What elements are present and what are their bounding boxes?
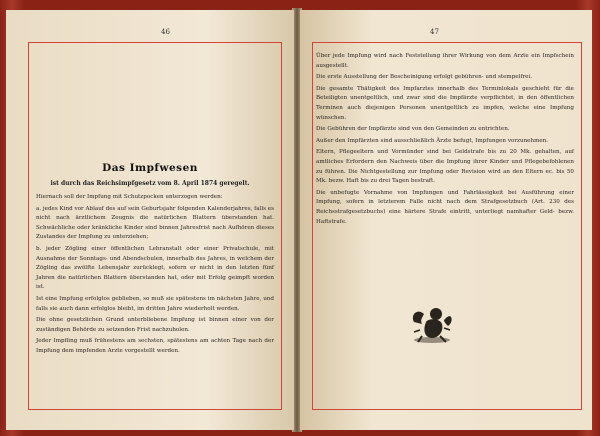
left-page: [6, 10, 294, 430]
page-subtitle: ist durch das Reichsimpfgesetz vom 8. April 1874 geregelt.: [50, 180, 250, 187]
page-title: Das Impfwesen: [102, 162, 198, 174]
paragraph: b. jeder Zögling einer öffentlichen Lehranstalt oder einer Privatschule, mit Ausnahme der Sonntags- und Abendschulen, innerhalb des Jahres, in welchem der Zögling das zwölfte Lebensjahr zurücklegt, sofern er nicht in den letzten fünf Jahren die natürlichen Blattern überstanden hat, oder mit Erfolg geimpft worden ist.: [36, 245, 274, 291]
paragraph: Die unbefugte Vornahme von Impfungen und Fahrlässigkeit bei Ausführung einer Impfung, sofern in letzterem Falle nicht nach dem Strafgesetzbuch (Art. 230 des Reichsstrafgesetzbuchs) eine härtere Strafe eintritt, unterliegt namhafter Geld- bezw. Haftstrafe.: [316, 189, 574, 225]
paragraph: Jeder Impfling muß frühestens am sechsten, spätestens am achten Tage nach der Impfung dem impfenden Arzte vorgestellt werden.: [36, 338, 274, 354]
paragraph: Über jede Impfung wird nach Feststellung ihrer Wirkung von dem Arzte ein Impfschein ausgestellt.: [316, 53, 574, 69]
paragraph: Außer den Impfärzten sind ausschließlich Ärzte befugt, Impfungen vorzunehmen.: [316, 137, 549, 144]
right-page: [300, 10, 592, 430]
paragraph: a. jedes Kind vor Ablauf des auf sein Geburtsjahr folgenden Kalenderjahres, falls es nicht nach ärztlichem Zeugnis die natürlichen Blattern überstanden hat. Schwächliche oder kränkliche Kinder sind binnen Jahresfrist nach Aufhören dieses Zustandes der Impfung zu unterziehen;: [36, 205, 274, 241]
paragraph: Eltern, Pflegeeltern und Vormünder sind bei Geldstrafe bis zu 20 Mk. gehalten, auf amtliches Erfordern den Nachweis über die Impfung ihrer Kinder und Pflegebefohlenen zu führen. Die Nichtgestellung zur Impfung oder Revision wird an den Eltern ec. bis 50 Mk. bezw. Haft bis zu drei Tagen bestraft.: [316, 149, 574, 185]
left-page-body: [36, 193, 274, 359]
paragraph: Die gesamte Thätigkeit des Impfarztes innerhalb des Terminlokals geschieht für die Beteiligten unentgeltlich, und zwar sind die Impfärzte verpflichtet, in den öffentlichen Terminen auch diejenigen Personen unentgeltlich zu impfen, welche eine Impfung wünschen.: [316, 85, 574, 121]
paragraph: Die Gebühren der Impfärzte sind von den Gemeinden zu entrichten.: [316, 126, 510, 133]
right-page-body: [316, 52, 574, 229]
paragraph: Die erste Ausstellung der Bescheinigung erfolgt gebühren- und stempelfrei.: [316, 74, 532, 81]
right-page-number: 47: [430, 28, 439, 36]
left-page-number: 46: [161, 28, 170, 36]
cherub-vignette-icon: [408, 302, 456, 346]
paragraph: Die ohne gesetzlichen Grund unterbliebene Impfung ist binnen einer von der zuständigen Behörde zu setzenden Frist nachzuholen.: [36, 317, 274, 333]
paragraph: Ist eine Impfung erfolglos geblieben, so muß sie spätestens im nächsten Jahre, und falls sie auch dann erfolglos bleibt, im dritten Jahre wiederholt werden.: [36, 295, 274, 312]
paragraph: Hiernach soll der Impfung mit Schutzpocken unterzogen werden:: [36, 194, 223, 200]
